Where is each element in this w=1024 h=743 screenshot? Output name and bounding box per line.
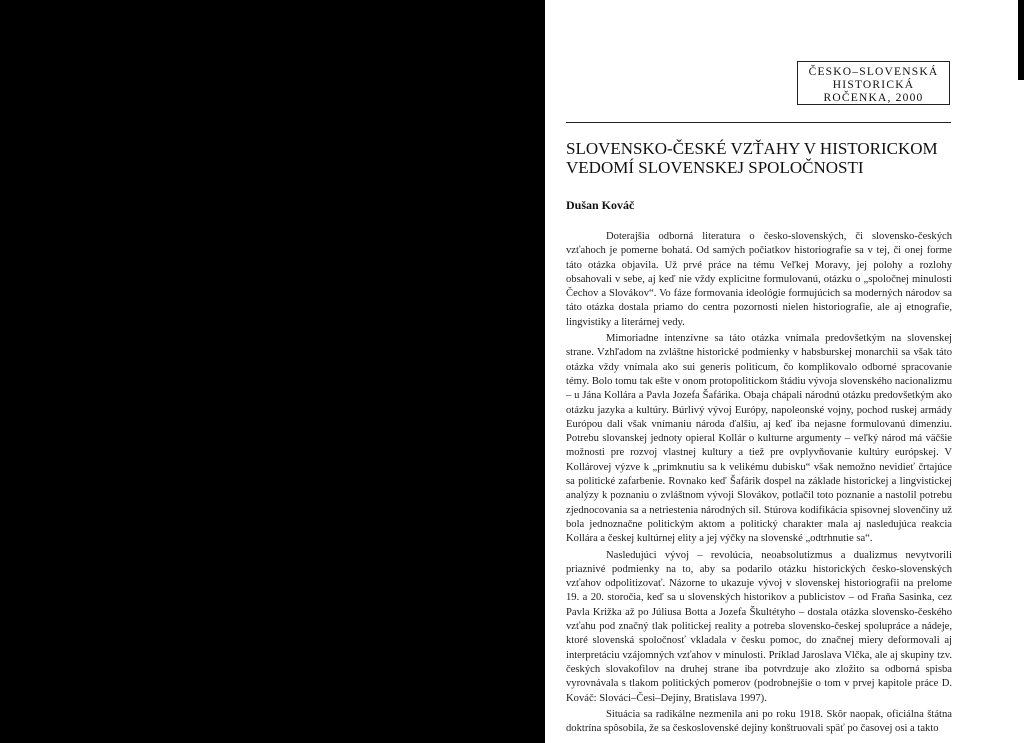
header-rule [566,122,951,123]
article-title: SLOVENSKO-ČESKÉ VZŤAHY V HISTORICKOM VEDOMÍ SLOVENSKEJ SPOLOČNOSTI [566,139,938,177]
journal-header-box [797,61,950,105]
article-author: Dušan Kováč [566,198,635,212]
journal-name-line1: ČESKO–SLOVENSKÁ [808,66,939,78]
body-paragraph-2: Mimoriadne intenzívne sa táto otázka vnímala predovšetkým na slovenskej strane. Vzhľadom na zvláštne historické podmienky v habsburskej monarchii sa však táto otázka vždy vnímala ako sui generis politicum, čo komplikovalo odborné spracovanie témy. Bolo tomu tak ešte v onom protopolitickom štádiu vývoja slovenského nacionalizmu – u Jána Kollára a Pavla Jozefa Šafárika. Obaja chápali národnú otázku predovšetkým ako otázku jazyka a kultúry. Búrlivý vývoj Európy, napoleonské vojny, pochod ruskej armády Európou dali však vnímaniu národa ďalšiu, aj keď iba nejasne formulovanú dimenziu. Potrebu slovanskej jednoty opieral Kollár o kulturne argumenty – veľký národ má väčšie možnosti pre rozvoj vlastnej kultury a tiež pre ovplyvňovanie kultúry európskej. V Kollárovej výzve k „primknutiu sa k velikému dubisku“ však nemožno nevidieť črtajúce sa politické zafarbenie. Rovnako keď Šafárik dospel na základe historickej a lingvistickej analýzy k poznaniu o zvláštnom vývoji Slovákov, potlačil toto poznanie a nastolil potrebu zjednocovania sa a netriestenia národných síl. Stúrova kodifikácia spisovnej slovenčiny už bola jednoznačne politickým aktom a politický charakter mala aj nasledujúca reakcia Kollára a českej kultúrnej elity a jej výčky na slovenské „odtrhnutie sa“. [566,333,952,545]
body-paragraph-3: Nasledujúci vývoj – revolúcia, neoabsolutizmus a dualizmus nevytvorili priaznivé podmienky na to, aby sa podarilo otázku historických česko-slovenských vzťahov odpolitizovať. Názorne to ukazuje vývoj v slovenskej historiografii na prelome 19. a 20. storočia, keď sa u slovenských historikov a publicistov – od Fraňa Sasinka, cez Pavla Križka až po Júliusa Botta a Jozefa Škultétyho – dostala otázka slovensko-českého vzťahu pod značný tlak politickej reality a potreba slovensko-českej spolupráce a nádeje, ktoré slovenská spoločnosť vkladala v česku pomoc, do značnej miery deformovali aj interpretáciu vzájomných vzťahov v minulosti. Príklad Jaroslava Vlčka, ale aj skupiny tzv. českých slovakofilov na druhej strane iba potvrdzuje ako zložito sa odborná spisba vyrovnávala s tlakom politických pomerov (podrobnejšie o tom v prvej kapitole práce D. Kováč: Slováci–Česi–Dejiny, Bratislava 1997). [566,549,952,704]
article-body [566,230,952,738]
body-paragraph-4: Situácia sa radikálne nezmenila ani po roku 1918. Skôr naopak, oficiálna štátna doktrína spôsobila, že sa československé dejiny konštruovali späť po časovej osi a takto [566,708,952,735]
body-paragraph-1: Doterajšia odborná literatura o česko-slovenských, či slovensko-českých vzťahoch je pomerne bohatá. Od samých počiatkov historiografie sa v tej, či onej forme táto otázka objavila. Už prvé práce na tému Veľkej Moravy, jej polohy a rozlohy obsahovali v sebe, aj keď nie vždy explicitne formulovanú, otázku o „spoločnej minulosti Čechov a Slovákov“. Vo fáze formovania ideológie formujúcich sa moderných národov sa táto otázka dostala priamo do centra pozornosti nielen historiografie, ale aj etnografie, lingvistiky a literárnej vedy. [566,231,952,328]
journal-name-line3: ROČENKA, 2000 [823,92,924,104]
journal-name-line2: HISTORICKÁ [832,79,915,91]
page-edge-dark-strip [1018,0,1024,80]
